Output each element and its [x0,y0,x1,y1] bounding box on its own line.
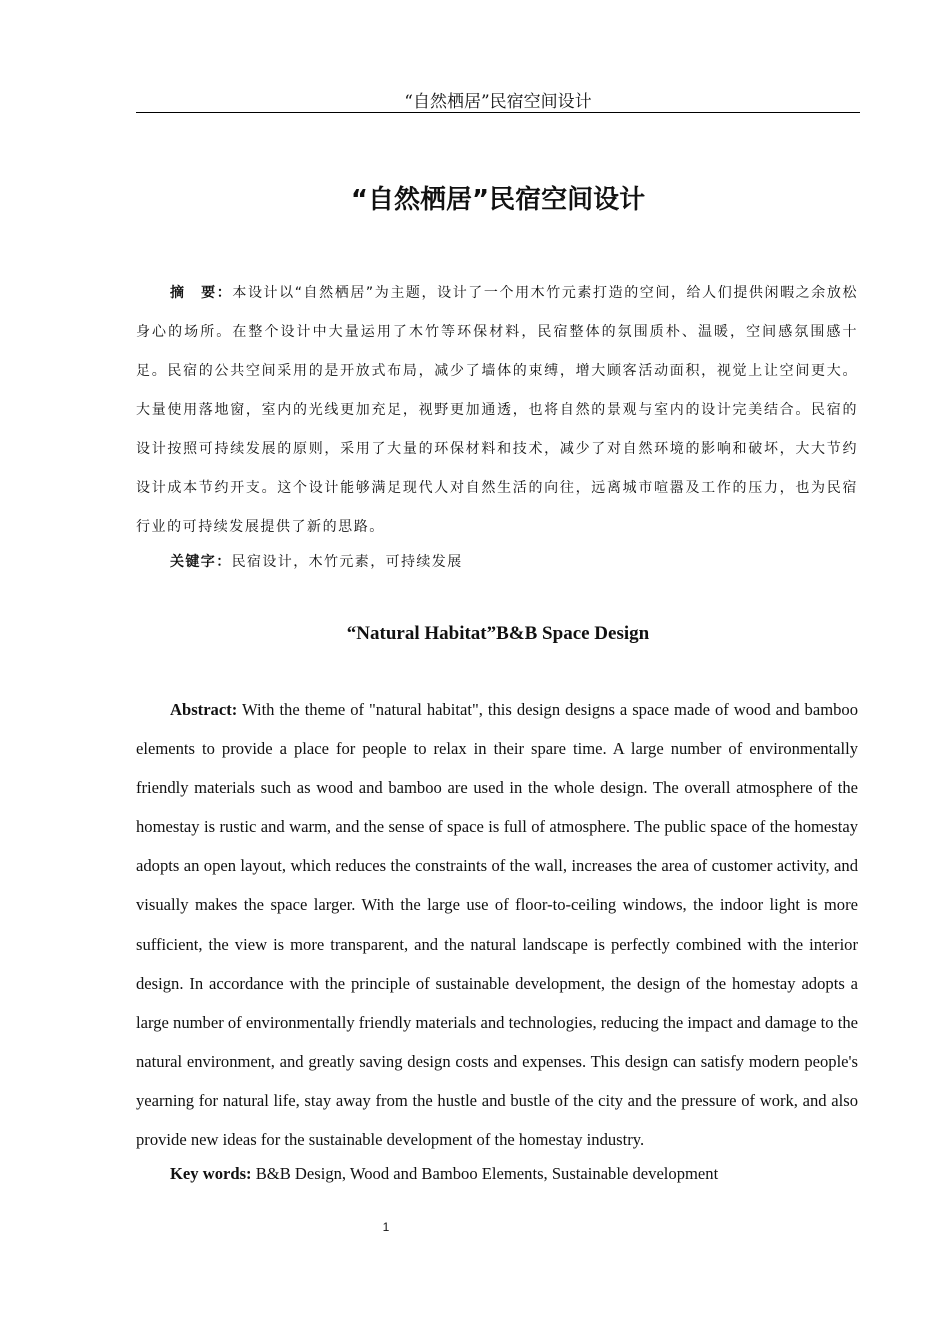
english-keywords-text: B&B Design, Wood and Bamboo Elements, Sustainable development [251,1164,719,1183]
chinese-title: “自然栖居”民宿空间设计 [350,185,646,215]
english-keywords-label: Key words: [170,1164,252,1183]
chinese-abstract-text: 本设计以“自然栖居”为主题，设计了一个用木竹元素打造的空间，给人们提供闲暇之余放松身心的场所。在整个设计中大量运用了木竹等环保材料，民宿整体的氛围质朴、温暖，空间感氛围感十足。民宿的公共空间采用的是开放式布局，减少了墙体的束缚，增大顾客活动面积，视觉上让空间更大。大量使用落地窗，室内的光线更加充足，视野更加通透，也将自然的景观与室内的设计完美结合。民宿的设计按照可持续发展的原则，采用了大量的环保材料和技术，减少了对自然环境的影响和破坏，大大节约设计成本节约开支。这个设计能够满足现代人对自然生活的向往，远离城市喧嚣及工作的压力，也为民宿行业的可持续发展提供了新的思路。 [136,285,858,535]
page-number: 1 [382,1220,390,1234]
english-abstract-text: With the theme of "natural habitat", this design designs a space made of wood and bamboo elements to provide a place for people to relax in their spare time. A large number of environmentally friendly materials such as wood and bamboo are used in the whole design. The overall atmosphere of the homestay is rustic and warm, and the sense of space is full of atmosphere. The public space of the homestay adopts an open layout, which reduces the constraints of the wall, increases the area of customer activity, and visually makes the space larger. With the large use of floor-to-ceiling windows, the indoor light is more sufficient, the view is more transparent, and the natural landscape is perfectly combined with the interior design. In accordance with the principle of sustainable development, the design of the homestay adopts a large number of environmentally friendly materials and technologies, reducing the impact and damage to the natural environment, and greatly saving design costs and expenses. This design can satisfy modern people's yearning for natural life, stay away from the hustle and bustle of the city and the pressure of work, and also provide new ideas for the sustainable development of the homestay industry. [136,700,858,1150]
english-keywords [170,1160,718,1188]
chinese-abstract-label: 摘 要： [170,285,233,301]
chinese-abstract [136,274,858,547]
chinese-keywords-text: 民宿设计，木竹元素，可持续发展 [231,554,463,570]
chinese-keywords-label: 关键字： [170,554,232,570]
english-abstract-label: Abstract: [170,700,238,719]
english-title: “Natural Habitat”B&B Space Design [346,623,650,644]
running-header: “自然栖居”民宿空间设计 [404,92,592,112]
header-rule [136,112,860,113]
english-abstract [136,690,858,1159]
chinese-keywords [170,546,463,578]
